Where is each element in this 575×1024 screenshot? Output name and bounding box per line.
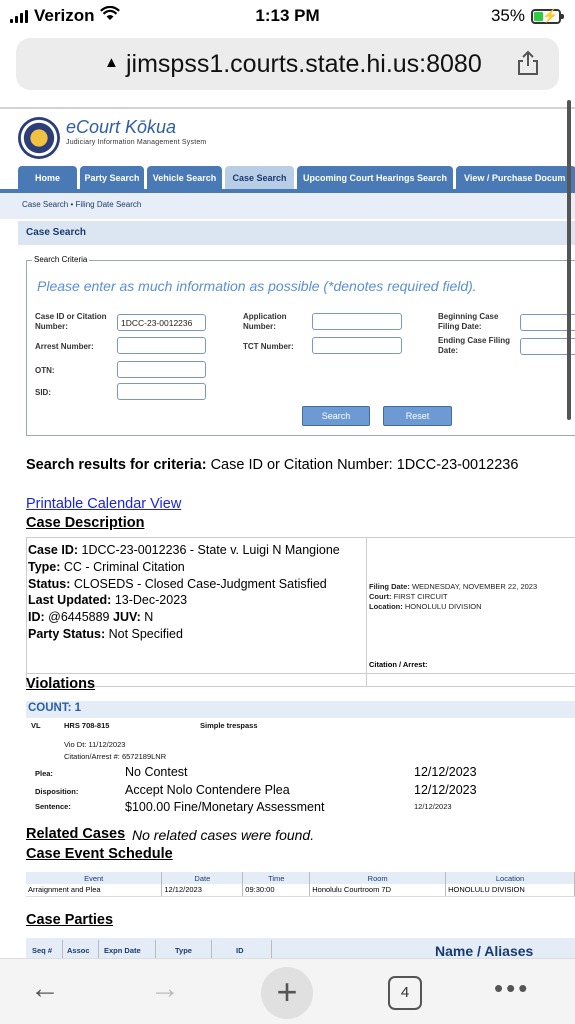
filing-info: Filing Date: WEDNESDAY, NOVEMBER 22, 2023 Court: FIRST CIRCUIT Location: HONOLULU DIVISION xyxy=(369,582,538,611)
sentence-label: Sentence: xyxy=(35,802,71,811)
table-cell: Honolulu Courtroom 7D xyxy=(310,884,446,896)
carrier-label: Verizon xyxy=(34,6,95,25)
battery-group xyxy=(491,6,561,26)
id-value: @6445889 xyxy=(48,610,110,625)
tab-party-search[interactable]: Party Search xyxy=(80,166,144,190)
table-cell: Arraignment and Plea xyxy=(26,884,162,896)
column-header: Location xyxy=(446,872,575,884)
forward-arrow-icon[interactable]: → xyxy=(150,972,180,1005)
address-bar[interactable] xyxy=(16,38,559,90)
column-header: Date xyxy=(162,872,243,884)
table-cell: 12/12/2023 xyxy=(162,884,243,896)
column-header: Room xyxy=(310,872,446,884)
juv-value: N xyxy=(144,610,154,625)
party-status-value: Not Specified xyxy=(108,626,183,641)
column-header: Name / Aliases xyxy=(435,943,534,958)
case-id-value: 1DCC-23-0012236 - State v. Luigi N Mangione xyxy=(81,543,340,557)
ending-filing-date-label: Ending Case Filing Date: xyxy=(438,336,511,355)
url-text[interactable]: jimspss1.courts.state.hi.us:8080 xyxy=(126,50,482,78)
violation-date: Vio Dt: 11/12/2023 xyxy=(64,740,126,749)
location-value: HONOLULU DIVISION xyxy=(404,602,482,611)
last-updated-value: 13-Dec-2023 xyxy=(114,593,188,608)
new-tab-plus-icon[interactable]: + xyxy=(261,967,313,1019)
criteria-hint: Please enter as much information as possible (*denotes required field). xyxy=(37,278,477,294)
tab-vehicle-search[interactable]: Vehicle Search xyxy=(147,166,222,190)
plea-value: No Contest xyxy=(125,765,188,779)
column-header: Time xyxy=(243,872,310,884)
parties-table-header xyxy=(26,938,575,958)
plea-date: 12/12/2023 xyxy=(414,765,477,779)
filing-date-value: WEDNESDAY, NOVEMBER 22, 2023 xyxy=(411,582,538,591)
panel-title: Case Search xyxy=(18,221,575,245)
judiciary-seal-logo xyxy=(18,117,60,159)
disposition-date: 12/12/2023 xyxy=(414,783,477,797)
web-content xyxy=(0,100,575,958)
case-description-heading: Case Description xyxy=(26,515,145,531)
column-header: Seq # xyxy=(32,946,53,955)
page-scrollbar[interactable] xyxy=(567,100,571,420)
results-criteria: Case ID or Citation Number: 1DCC-23-0012236 xyxy=(210,457,519,473)
sid-label: SID: xyxy=(35,388,51,397)
search-button[interactable]: Search xyxy=(302,406,370,426)
column-header: Expn Date xyxy=(104,946,141,955)
related-cases-heading: Related Cases xyxy=(26,826,126,842)
browser-toolbar xyxy=(0,958,575,1024)
violation-offense: Simple trespass xyxy=(200,721,258,730)
reset-button[interactable]: Reset xyxy=(383,406,452,426)
violation-statute: HRS 708-815 xyxy=(64,721,110,730)
related-cases-text: No related cases were found. xyxy=(132,827,315,843)
tab-case-search[interactable]: Case Search xyxy=(225,166,294,190)
count-bar: COUNT: 1 xyxy=(26,701,575,718)
results-heading xyxy=(26,457,518,473)
arrest-number-label: Arrest Number: xyxy=(35,342,94,351)
tabs-count-button[interactable]: 4 xyxy=(388,976,422,1010)
case-type-value: CC - Criminal Citation xyxy=(63,559,185,574)
arrest-number-input[interactable] xyxy=(117,337,206,354)
column-header: Assoc xyxy=(67,946,90,955)
breadcrumb[interactable]: Case Search • Filing Date Search xyxy=(0,193,575,219)
lock-icon: ▲ xyxy=(104,54,119,71)
share-icon[interactable] xyxy=(515,50,541,76)
more-options-icon[interactable]: ••• xyxy=(494,973,531,1003)
results-prefix: Search results for criteria: xyxy=(26,457,207,473)
column-header: Type xyxy=(175,946,192,955)
case-status-value: CLOSEDS - Closed Case-Judgment Satisfied xyxy=(73,576,327,591)
battery-icon: ⚡ xyxy=(531,9,561,24)
case-details: Case ID: 1DCC-23-0012236 - State v. Luigi N Mangione Type: CC - Criminal Citation Status: CLOSEDS - Closed Case-Judgment Satisfied Last Updated: 13-Dec-2023 ID: @6445889 JUV: N Party Status: Not Specified xyxy=(28,543,340,641)
table-row xyxy=(26,884,575,896)
table-cell: HONOLULU DIVISION xyxy=(446,884,575,896)
disposition-value: Accept Nolo Contendere Plea xyxy=(125,783,290,797)
otn-input[interactable] xyxy=(117,361,206,378)
site-subtitle: Judiciary Information Management System xyxy=(66,139,207,146)
clock: 1:13 PM xyxy=(255,6,320,25)
plea-label: Plea: xyxy=(35,769,53,778)
criteria-legend: Search Criteria xyxy=(34,255,88,264)
table-header-row xyxy=(26,872,575,884)
application-number-label: Application Number: xyxy=(243,312,287,331)
table-cell: 09:30:00 xyxy=(243,884,310,896)
site-title: eCourt Kōkua xyxy=(66,117,177,137)
citation-arrest-label: Citation / Arrest: xyxy=(369,660,428,669)
status-bar xyxy=(0,0,575,32)
back-arrow-icon[interactable]: ← xyxy=(30,972,60,1005)
court-value: FIRST CIRCUIT xyxy=(393,592,448,601)
battery-percent: 35% xyxy=(490,6,525,25)
sentence-date: 12/12/2023 xyxy=(414,802,452,811)
column-header: Event xyxy=(26,872,162,884)
case-id-label: Case ID or Citation Number: xyxy=(35,312,107,331)
event-schedule-table xyxy=(26,872,575,897)
case-id-input[interactable] xyxy=(117,314,206,331)
tct-number-label: TCT Number: xyxy=(243,342,294,351)
disposition-label: Disposition: xyxy=(35,787,79,796)
violation-vl: VL xyxy=(31,721,41,730)
violations-heading: Violations xyxy=(26,676,96,692)
sid-input[interactable] xyxy=(117,383,206,400)
case-event-schedule-heading: Case Event Schedule xyxy=(26,846,173,862)
column-header: ID xyxy=(236,946,244,955)
tab-view-purchase-documents[interactable]: View / Purchase Docum xyxy=(456,166,575,190)
printable-calendar-link[interactable]: Printable Calendar View xyxy=(26,496,182,512)
tab-upcoming-hearings[interactable]: Upcoming Court Hearings Search xyxy=(297,166,453,190)
tct-number-input[interactable] xyxy=(312,337,402,354)
case-parties-heading: Case Parties xyxy=(26,912,114,928)
application-number-input[interactable] xyxy=(312,313,402,330)
sentence-value: $100.00 Fine/Monetary Assessment xyxy=(125,800,325,814)
violation-citation: Citation/Arrest #: 6572189LNR xyxy=(64,752,167,761)
otn-label: OTN: xyxy=(35,366,55,375)
tab-home[interactable]: Home xyxy=(18,166,77,190)
beginning-filing-date-label: Beginning Case Filing Date: xyxy=(438,312,499,331)
